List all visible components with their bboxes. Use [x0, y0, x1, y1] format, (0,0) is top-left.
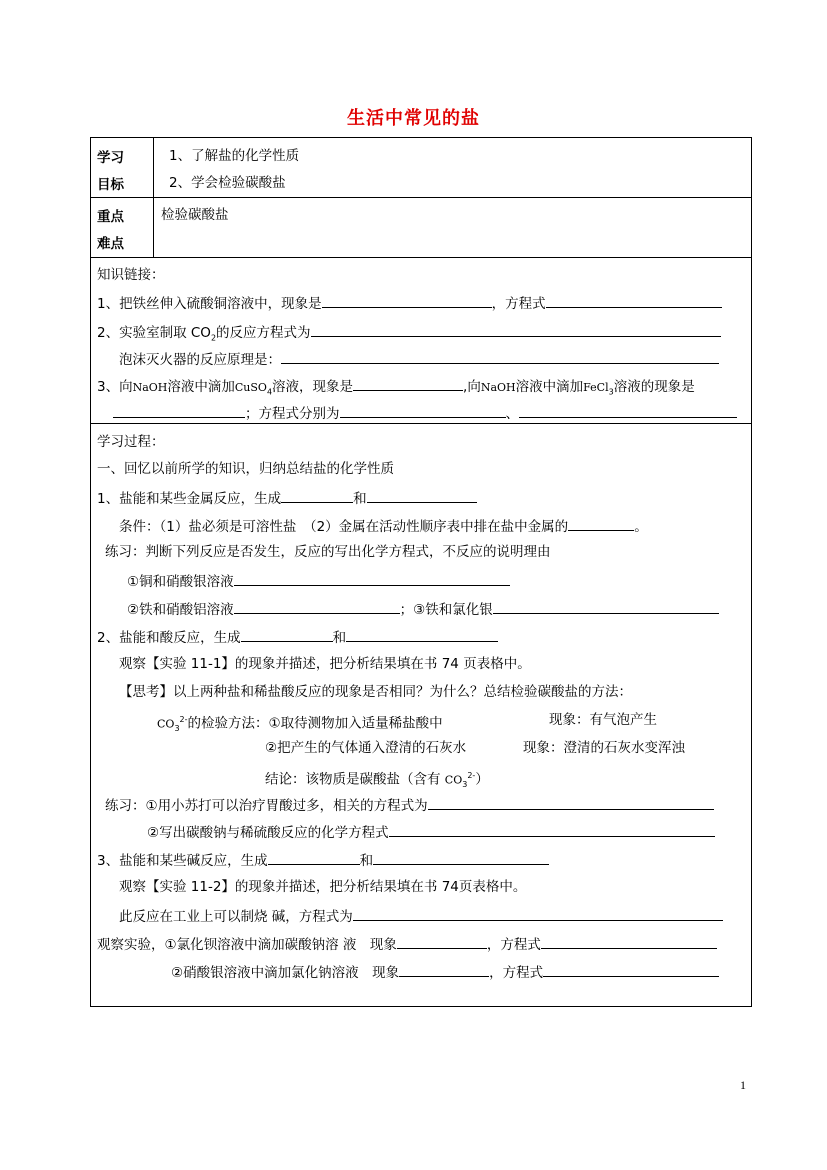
ex1-item-1-blank[interactable] — [234, 571, 510, 586]
q3-text-7: ；方程式分别为 — [245, 406, 340, 422]
q1-blank-phenomenon[interactable] — [322, 293, 492, 308]
exercise-1-item-1 — [127, 571, 510, 591]
exp1-blank-phenomenon[interactable] — [397, 934, 487, 949]
column-divider — [153, 138, 154, 257]
experiment-2 — [171, 962, 719, 982]
p1-line — [97, 488, 477, 508]
goals-label-2: 目标 — [97, 177, 124, 193]
q3-fecl3: FeCl — [583, 381, 609, 394]
q3-blank-equation-1[interactable] — [340, 403, 506, 418]
q2-text: 2、实验室制取 CO — [97, 325, 211, 341]
ex2-item-1-blank[interactable] — [428, 795, 714, 810]
exp1-text: 观察实验，①氯化钡溶液中滴加碳酸钠溶 液 现象 — [97, 937, 397, 953]
q2-subscript: 2 — [210, 333, 217, 343]
conclusion-line — [265, 767, 489, 794]
think-line: 【思考】以上两种盐和稀盐酸反应的现象是否相同？为什么？总结检验碳酸盐的方法： — [119, 684, 632, 700]
industry-text: 此反应在工业上可以制烧 碱，方程式为 — [119, 909, 353, 925]
exercise-1: 练习：判断下列反应是否发生，反应的写出化学方程式，不反应的说明理由 — [105, 544, 551, 560]
p1-blank-2[interactable] — [367, 488, 477, 503]
q3-cuso4: CuSO — [234, 381, 267, 394]
row-divider — [91, 197, 751, 198]
q3-text-3: 溶液，现象是 — [272, 379, 354, 395]
links-q3 — [97, 376, 695, 402]
process-heading: 学习过程： — [97, 434, 165, 450]
co3-sub: 3 — [174, 724, 180, 734]
q3-blank-equation-2[interactable] — [519, 403, 737, 418]
condition-line — [119, 516, 648, 536]
co3-observation-2: 现象：澄清的石灰水变浑浊 — [523, 740, 685, 756]
q3-fecl3-sub: 3 — [608, 387, 614, 397]
ex2-item-2-blank[interactable] — [389, 822, 715, 837]
keypoints-text: 检验碳酸盐 — [161, 207, 229, 223]
goal-item-2: 2、学会检验碳酸盐 — [169, 175, 286, 191]
page-number: 1 — [740, 1078, 746, 1092]
links-q1 — [97, 293, 722, 313]
goals-label-1: 学习 — [97, 150, 124, 166]
p1-text: 1、盐能和某些金属反应，生成 — [97, 491, 282, 507]
row-divider — [91, 257, 751, 258]
p2-text-2: 和 — [332, 630, 347, 646]
p2-blank-2[interactable] — [346, 627, 498, 642]
p3-line — [97, 850, 549, 870]
p3-text: 3、盐能和某些碱反应，生成 — [97, 853, 268, 869]
observe-1: 观察【实验 11-1】的现象并描述，把分析结果填在书 74 页表格中。 — [119, 656, 531, 672]
q2-text-2: 的反应方程式为 — [216, 325, 311, 341]
q3-text-4: ,向 — [463, 379, 481, 395]
co3-method-line — [157, 711, 443, 738]
ex2-item-1-text: 练习：①用小苏打可以治疗胃酸过多，相关的方程式为 — [105, 798, 428, 814]
q1-text-2: ，方程式 — [491, 296, 546, 312]
industry-blank[interactable] — [353, 906, 723, 921]
exercise-2-item-1 — [105, 795, 714, 815]
co3-step-1: 的检验方法：①取待测物加入适量稀盐酸中 — [187, 715, 443, 732]
q1-text: 1、把铁丝伸入硫酸铜溶液中，现象是 — [97, 296, 322, 312]
ex2-item-2-text: ②写出碳酸钠与稀硫酸反应的化学方程式 — [147, 825, 389, 841]
q3-naoh: NaOH — [132, 381, 168, 394]
p2-text: 2、盐能和酸反应，生成 — [97, 630, 241, 646]
q3-blank-phenomenon[interactable] — [353, 376, 463, 391]
p2-blank-1[interactable] — [241, 627, 333, 642]
links-q3-cont — [113, 403, 737, 423]
q3-text-8: 、 — [505, 406, 519, 422]
conclusion-co3: CO — [444, 773, 463, 787]
exp2-text: ②硝酸银溶液中滴加氯化钠溶液 现象 — [171, 965, 400, 981]
p1-blank-1[interactable] — [281, 488, 353, 503]
exp2-text-2: ，方程式 — [489, 965, 544, 981]
co3-observation-1: 现象：有气泡产生 — [549, 712, 657, 728]
co3-formula: CO — [157, 717, 175, 731]
exp1-text-2: ，方程式 — [486, 937, 541, 953]
q3-naoh-2: NaOH — [480, 381, 516, 394]
ex1-item-3-blank[interactable] — [493, 599, 719, 614]
conclusion-sub: 3 — [462, 780, 468, 790]
q2-foam-text: 泡沫灭火器的反应原理是： — [119, 352, 281, 368]
document-title: 生活中常见的盐 — [347, 108, 480, 129]
experiment-1 — [97, 934, 717, 954]
ex1-item-3-text: ；③铁和氯化银 — [399, 602, 493, 618]
ex1-item-1-text: ①铜和硝酸银溶液 — [127, 574, 234, 590]
industry-line — [119, 906, 723, 926]
conclusion-text-2: ） — [475, 771, 489, 788]
co3-sup: 2- — [179, 715, 188, 724]
q3-cuso4-sub: 4 — [266, 387, 273, 397]
q2-blank-foam[interactable] — [281, 349, 719, 364]
exp2-blank-phenomenon[interactable] — [399, 962, 489, 977]
ex1-item-2-text: ②铁和硝酸铝溶液 — [127, 602, 234, 618]
p3-text-2: 和 — [359, 853, 374, 869]
q3-text-6: 溶液的现象是 — [613, 379, 695, 395]
keypoints-label-2: 难点 — [97, 236, 124, 252]
p1-text-2: 和 — [353, 491, 367, 507]
links-q2 — [97, 322, 721, 348]
links-q2-foam — [119, 349, 719, 369]
q3-text-5: 溶液中滴加 — [515, 379, 584, 395]
exp1-blank-equation[interactable] — [541, 934, 717, 949]
keypoints-label-1: 重点 — [97, 209, 124, 225]
p2-line — [97, 627, 498, 647]
exp2-blank-equation[interactable] — [543, 962, 719, 977]
conclusion-text: 结论：该物质是碳酸盐（含有 — [265, 771, 441, 788]
exercise-1-item-2 — [127, 599, 719, 619]
p3-blank-1[interactable] — [268, 850, 360, 865]
goal-item-1: 1、了解盐的化学性质 — [169, 148, 300, 164]
q3-text: 3、向 — [97, 379, 133, 395]
observe-2: 观察【实验 11-2】的现象并描述，把分析结果填在书 74页表格中。 — [119, 879, 527, 895]
q3-blank-phenomenon-2[interactable] — [113, 403, 245, 418]
condition-text: 条件：（1）盐必须是可溶性盐 （2）金属在活动性顺序表中排在盐中金属的 — [119, 519, 569, 535]
exercise-2-item-2 — [147, 822, 715, 842]
p3-blank-2[interactable] — [373, 850, 549, 865]
conclusion-sup: 2- — [467, 771, 476, 780]
co3-step-2: ②把产生的气体通入澄清的石灰水 — [265, 740, 467, 756]
worksheet-table — [90, 137, 752, 1007]
condition-text-2: 。 — [634, 519, 648, 535]
ex1-item-2-blank[interactable] — [234, 599, 400, 614]
q1-blank-equation[interactable] — [546, 293, 722, 308]
process-section-1: 一、回忆以前所学的知识，归纳总结盐的化学性质 — [97, 461, 394, 477]
q3-text-2: 溶液中滴加 — [167, 379, 235, 395]
condition-blank[interactable] — [568, 516, 634, 531]
q2-blank-equation[interactable] — [311, 322, 721, 337]
links-heading: 知识链接： — [97, 267, 165, 283]
row-divider — [91, 423, 751, 424]
